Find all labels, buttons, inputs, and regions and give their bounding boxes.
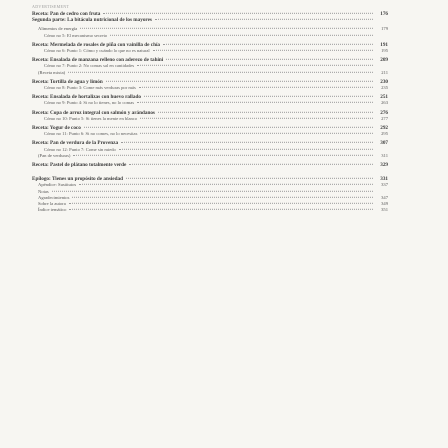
toc-leader-dots (68, 71, 373, 72)
toc-leader-dots (163, 44, 373, 45)
toc-entry-title: Cómo no 9: Punto 4: Si no lo tienes, no lo comas (44, 100, 135, 106)
toc-entry-title: Cómo no 7: Punto 2: No comas sal en cantidades (44, 63, 135, 69)
toc-page-number: 277 (381, 115, 388, 121)
toc-page-number: 230 (380, 78, 388, 85)
toc-entry-title: Receta: Tortilla de agua y limón (32, 78, 103, 85)
toc-page-number: 211 (381, 69, 388, 75)
toc-page-number: 295 (381, 131, 388, 137)
toc-entry-title: Alimentos de energía (38, 26, 78, 32)
toc-leader-dots (155, 19, 373, 20)
toc-entry-title: Apéndice: Sustitutos (38, 182, 77, 188)
toc-page-number: 235 (381, 85, 388, 91)
toc-page-number: 292 (380, 125, 388, 132)
toc-page-number: 179 (381, 26, 388, 32)
toc-page-number: 337 (381, 182, 388, 188)
toc-entry-title: Receta: Copa de arroz integral con salmón y arándanos (32, 109, 155, 116)
toc-page-number: 251 (380, 94, 388, 101)
toc-entry-title: Cómo no 11: Punto 6: Si no comes, no lo necesitas (44, 131, 138, 137)
toc-leader-dots (69, 209, 373, 210)
toc-entry-title: Receta: Ensalada de manzana relleno con aderezo de tahini (32, 57, 164, 64)
toc-page-number: 347 (381, 194, 388, 200)
toc-leader-dots (52, 190, 373, 191)
toc-leader-dots (137, 102, 373, 103)
toc-entry-title: Epílogo: Tienes un propósito de ansiedad (32, 176, 123, 183)
toc-leader-dots (139, 87, 373, 88)
toc-entry-title: Cómo no 6: Punto 1: Cómo y cuándo lo que no es natural (44, 48, 150, 54)
toc-entry-title: (Pan de verduras) (38, 152, 71, 158)
toc-entry-title: Receta: Pan de cedro con fruta (32, 11, 101, 17)
toc-entry-title: Índice temático (38, 207, 67, 213)
toc-leader-dots (103, 13, 373, 14)
toc-leader-dots (129, 164, 373, 165)
toc-leader-dots (110, 34, 373, 35)
toc-entry-title: Receta: Pastel de plátano totalmente verde (32, 162, 127, 169)
toc-page-number: 349 (381, 201, 388, 207)
toc-entry-title: Receta: Mermelada de rosales de piña con vainilla de chía (32, 41, 160, 48)
table-of-contents (32, 11, 388, 213)
toc-page-number: 176 (380, 11, 388, 17)
toc-leader-dots (80, 28, 373, 29)
toc-leader-dots (140, 133, 373, 134)
toc-leader-dots (79, 184, 373, 185)
toc-entry-title: Cómo no 5: El mecanismo secreto (44, 32, 108, 38)
toc-entry-title: Cómo no 10: Punto 5: Si tienes la mente en blanco (44, 115, 138, 121)
toc-leader-dots (119, 148, 373, 149)
toc-entry-title: Cómo no 8: Punto 3: Come más verduras por más (44, 85, 136, 91)
toc-entry-title: Receta: Ensalada de hortalizas con huevo rallado (32, 94, 141, 101)
toc-page-number: 331 (380, 176, 388, 183)
top-label: ADVERTISEMENT (32, 4, 70, 9)
toc-page-number: 191 (380, 41, 388, 48)
toc-entry-title: Cómo no 12: Punto 7: Come sin miedo (44, 146, 116, 152)
toc-entry-title: Receta: Yogur de coco (32, 125, 81, 132)
toc-page-number: 276 (380, 109, 388, 116)
toc-leader-dots (137, 65, 373, 66)
toc-page-number: 209 (380, 57, 388, 64)
toc-leader-dots (121, 142, 373, 143)
toc-leader-dots (69, 203, 373, 204)
toc-page-number: 329 (380, 162, 388, 169)
toc-leader-dots (72, 197, 373, 198)
toc-entry-title: Notas (38, 188, 49, 194)
toc-leader-dots (144, 96, 373, 97)
toc-page-number: 311 (381, 152, 388, 158)
toc-page-number: 195 (381, 48, 388, 54)
toc-entry-title: Segunda parte: La bitácula nutricional de los mayores (32, 17, 152, 24)
toc-page-number: 351 (381, 207, 388, 213)
toc-page-number: 307 (380, 140, 388, 147)
toc-entry-title: Sobre la autora (38, 201, 66, 207)
toc-entry (32, 207, 388, 213)
toc-leader-dots (140, 118, 373, 119)
toc-leader-dots (73, 155, 373, 156)
toc-leader-dots (153, 50, 373, 51)
toc-entry-title: Receta: Pan de verdura de la Provenza (32, 140, 119, 147)
toc-entry-title: Agradecimientos (38, 194, 70, 200)
toc-page-number: 263 (381, 100, 388, 106)
toc-leader-dots (126, 178, 373, 179)
toc-leader-dots (158, 111, 373, 112)
toc-leader-dots (106, 81, 373, 82)
toc-leader-dots (84, 127, 373, 128)
toc-leader-dots (166, 59, 373, 60)
toc-entry-title: (Receta mixta) (38, 69, 66, 75)
